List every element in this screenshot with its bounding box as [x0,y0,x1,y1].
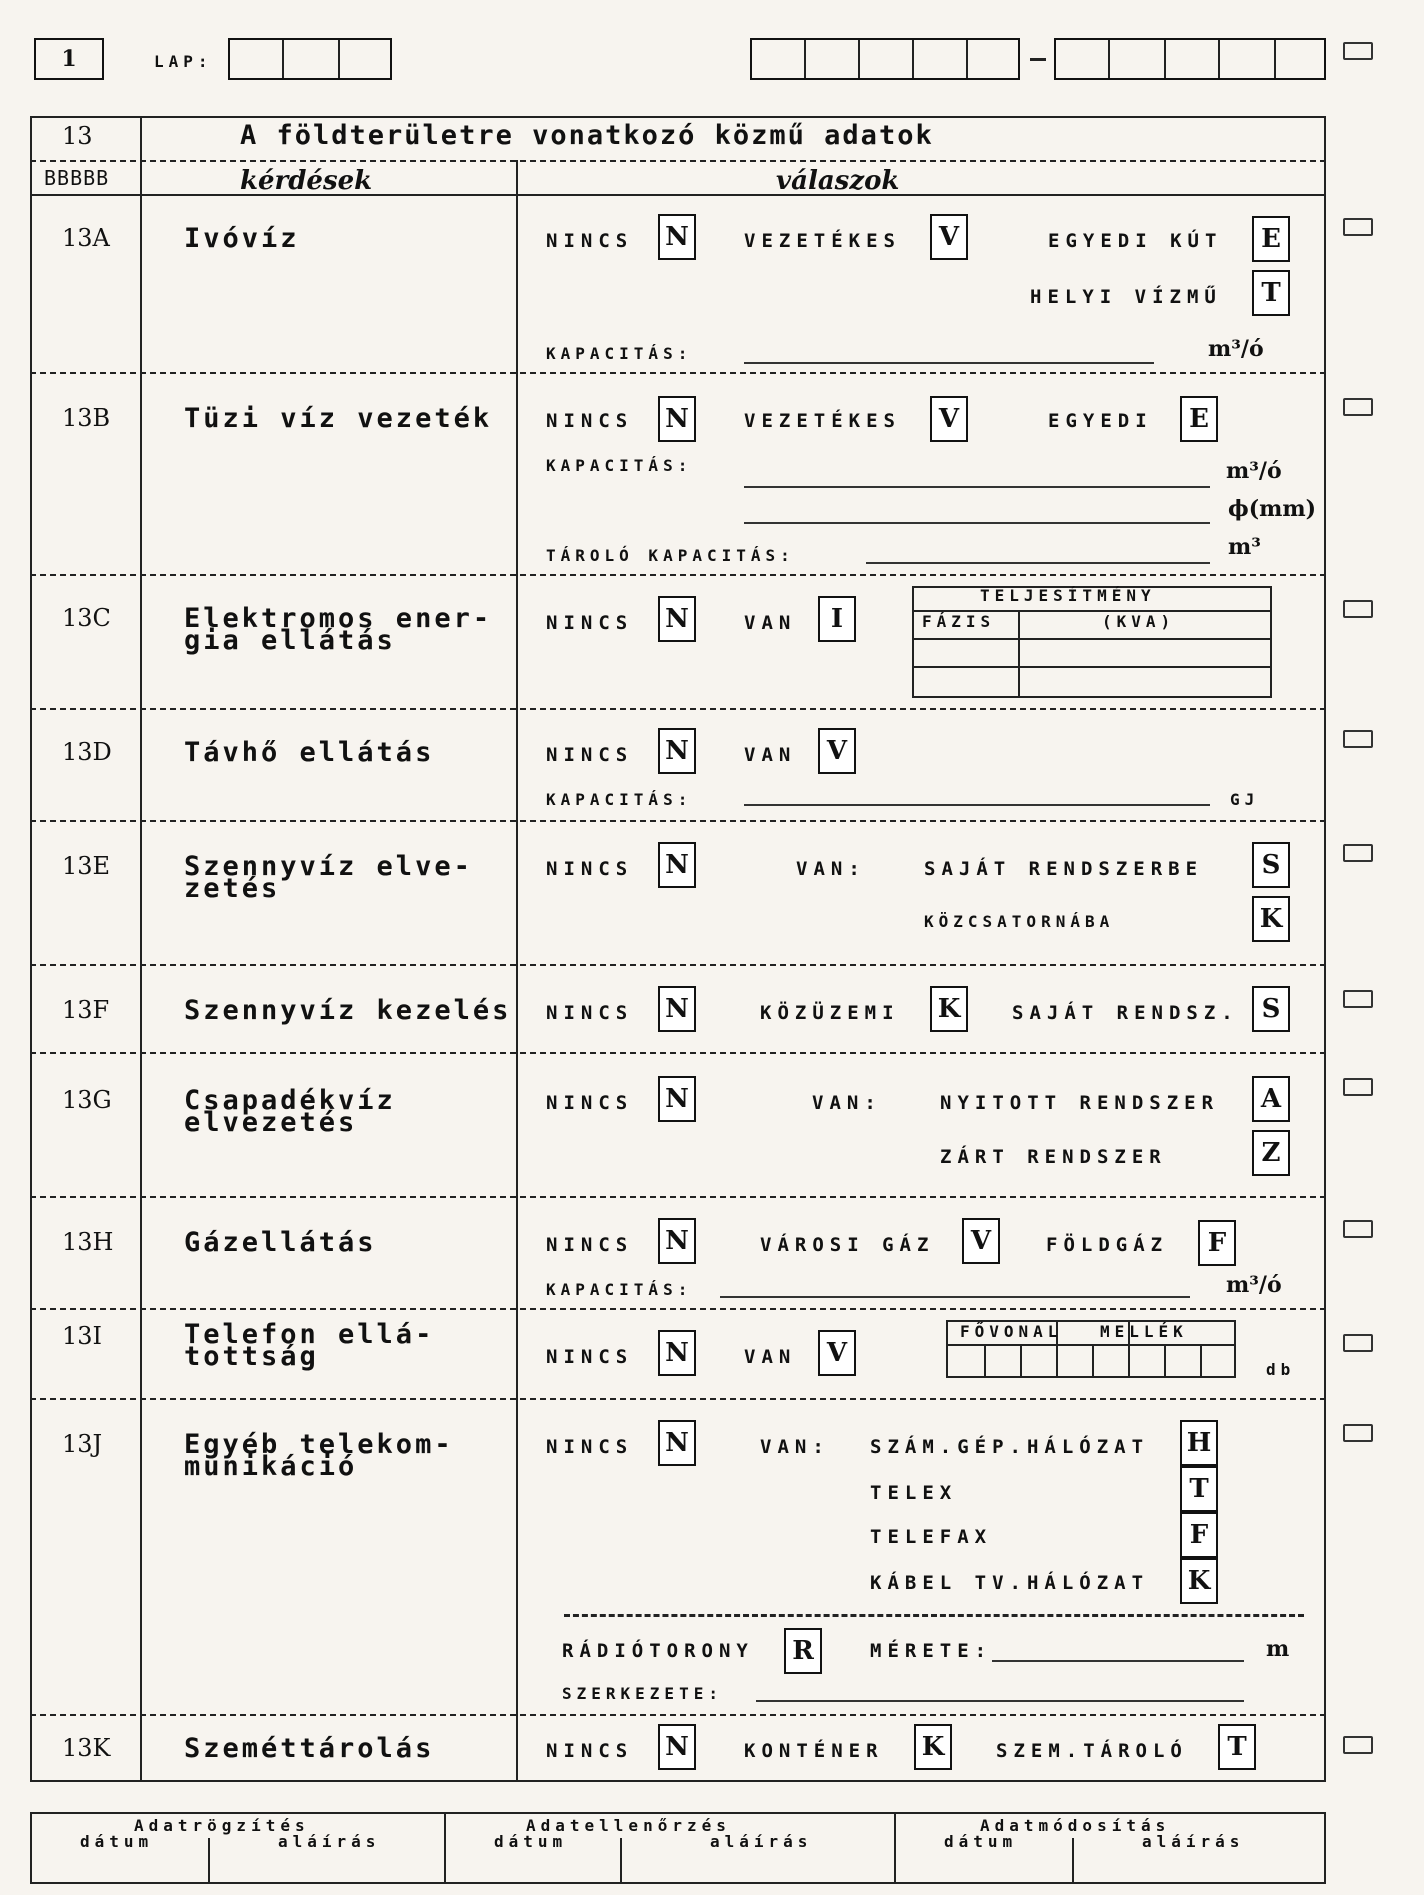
row-checkbox[interactable] [1343,1220,1373,1238]
radiotorony-sep [564,1614,1304,1617]
questions-header: kérdések [240,166,373,196]
nincs-label: NINCS [546,1740,634,1762]
row-question: Csapadékvíz elvezetés [184,1085,396,1138]
option-k-box[interactable]: K [1180,1558,1218,1604]
code-header: ΒΒΒΒΒ [44,166,110,190]
tarolo-label: TÁROLÓ KAPACITÁS: [546,546,795,565]
nincs-label: NINCS [546,744,634,766]
nincs-label: NINCS [546,858,634,880]
option-n-box[interactable]: N [658,842,696,888]
lap-label: LAP: [154,52,213,71]
teljesitmeny-label: TELJESÍTMÉNY [980,586,1156,605]
row-checkbox[interactable] [1343,844,1373,862]
unit-m3: m³ [1228,534,1261,560]
row-sep [30,964,1326,966]
kapacitas-line[interactable] [744,362,1154,364]
unit-label: GJ [1230,790,1260,809]
row-sep [30,574,1326,576]
option-n-box[interactable]: N [658,596,696,642]
option-k-box[interactable]: K [930,986,968,1032]
alairas-label-2: aláírás [710,1832,813,1851]
merete-line[interactable] [992,1660,1244,1662]
mellek-label: MELLÉK [1100,1322,1188,1341]
kapacitas-label: KAPACITÁS: [546,1280,693,1299]
helyi-vizmu-label: HELYI VÍZMŰ [1030,286,1222,308]
nincs-label: NINCS [546,1092,634,1114]
option-f-box[interactable]: F [1180,1512,1218,1558]
row-code: 13B [62,404,111,432]
option-n-box[interactable]: N [658,1218,696,1264]
row-question: Telefon ellá- tottság [184,1319,435,1372]
fazis-label: FÁZIS [922,612,996,631]
row-checkbox[interactable] [1343,1736,1373,1754]
nincs-label: NINCS [546,230,634,252]
option-z-box[interactable]: Z [1252,1130,1290,1176]
option-n-box[interactable]: N [658,728,696,774]
adatmodositas-label: Adatmódosítás [980,1816,1171,1835]
unit-m: m [1266,1636,1290,1662]
adatellenorzes-label: Adatellenőrzés [526,1816,731,1835]
unit-m3o: m³/ó [1226,458,1282,484]
page-number-box: 1 [34,38,104,80]
id-dash [1030,58,1046,61]
datum-label-3: dátum [944,1832,1018,1851]
option-n-box[interactable]: N [658,396,696,442]
merete-label: MÉRETE: [870,1640,993,1662]
egyedi-kut-label: EGYEDI KÚT [1048,230,1223,252]
header-bottom [30,194,1326,196]
row-question: Egyéb telekom- munikáció [184,1429,454,1482]
datum-label-1: dátum [80,1832,154,1851]
option-v-box[interactable]: V [930,214,968,260]
row-code: 13J [62,1430,103,1458]
row-checkbox[interactable] [1343,990,1373,1008]
van-label: VAN: [796,858,866,880]
alairas-label-1: aláírás [278,1832,381,1851]
row-sep [30,1398,1326,1400]
varosi-gaz-label: VÁROSI GÁZ [760,1234,935,1256]
van-label: VAN [744,744,797,766]
unit-label: m³/ó [1226,1272,1282,1298]
row-question: Szennyvíz elve- zetés [184,851,473,904]
row-sep [30,372,1326,374]
option-v-box[interactable]: V [930,396,968,442]
kapacitas-label: KAPACITÁS: [546,344,693,363]
option-r-box[interactable]: R [784,1628,822,1674]
unit-db: db [1266,1360,1296,1379]
row-code: 13A [62,224,110,252]
kapacitas-line[interactable] [744,804,1210,806]
row-checkbox[interactable] [1343,1078,1373,1096]
nincs-label: NINCS [546,1436,634,1458]
kabel-tv-label: KÁBEL TV.HÁLÓZAT [870,1572,1150,1594]
kapacitas-line[interactable] [744,486,1210,488]
kozcsatornaba-label: KÖZCSATORNÁBA [924,912,1115,931]
szem-tarolo-label: SZEM.TÁROLÓ [996,1740,1188,1762]
kapacitas-line[interactable] [720,1296,1190,1298]
row-sep [30,1308,1326,1310]
nincs-label: NINCS [546,612,634,634]
option-t-box[interactable]: T [1252,270,1290,316]
option-k-box[interactable]: K [1252,896,1290,942]
van-label: VAN: [812,1092,882,1114]
row-checkbox[interactable] [1343,398,1373,416]
kozuzemi-label: KÖZÜZEMI [760,1002,900,1024]
lap-boxes[interactable] [228,38,392,80]
option-a-box[interactable]: A [1252,1076,1290,1122]
nincs-label: NINCS [546,1346,634,1368]
option-n-box[interactable]: N [658,1724,696,1770]
option-t-box[interactable]: T [1218,1724,1256,1770]
row-checkbox[interactable] [1343,1334,1373,1352]
adatrogzites-label: Adatrögzítés [134,1816,310,1835]
nincs-label: NINCS [546,410,634,432]
unit-label: m³/ó [1208,336,1264,362]
nincs-label: NINCS [546,1002,634,1024]
fovonal-label: FŐVONAL [960,1322,1063,1341]
diameter-line[interactable] [744,522,1210,524]
row-code: 13H [62,1228,114,1256]
row-question: Szeméttárolás [184,1733,435,1764]
option-i-box[interactable]: I [818,596,856,642]
row-question: Ivóvíz [184,223,300,254]
row-question: Szennyvíz kezelés [184,995,512,1026]
option-h-box[interactable]: H [1180,1420,1218,1466]
sajat-rendsz-label: SAJÁT RENDSZ. [1012,1002,1239,1024]
row-code: 13F [62,996,110,1024]
option-n-box[interactable]: N [658,214,696,260]
row-checkbox[interactable] [1343,600,1373,618]
szerkezete-line[interactable] [756,1700,1244,1702]
tarolo-line[interactable] [866,562,1210,564]
row-code: 13G [62,1086,112,1114]
van-label: VAN [744,612,797,634]
option-v-box[interactable]: V [962,1218,1000,1264]
row-sep [30,708,1326,710]
main-table-frame [30,116,1326,1782]
zart-label: ZÁRT RENDSZER [940,1146,1167,1168]
option-n-box[interactable]: N [658,1076,696,1122]
van-label: VAN: [760,1436,830,1458]
answers-header: válaszok [776,166,900,196]
id-boxes-left[interactable] [750,38,1020,80]
id-boxes-right[interactable] [1054,38,1326,80]
option-v-box[interactable]: V [818,1330,856,1376]
header-sep [30,160,1326,162]
foldgaz-label: FÖLDGÁZ [1046,1234,1169,1256]
option-t-box[interactable]: T [1180,1466,1218,1512]
radiotorony-label: RÁDIÓTORONY [562,1640,754,1662]
unit-diameter: ϕ(mm) [1228,496,1317,522]
telefax-label: TELEFAX [870,1526,993,1548]
option-k-box[interactable]: K [914,1724,952,1770]
datum-label-2: dátum [494,1832,568,1851]
option-f-box[interactable]: F [1198,1220,1236,1266]
row-code: 13D [62,738,112,766]
sajat-rendszerbe-label: SAJÁT RENDSZERBE [924,858,1204,880]
row-code: 13C [62,604,111,632]
row-checkbox[interactable] [1343,218,1373,236]
row-question: Tüzi víz vezeték [184,403,493,434]
row-question: Távhő ellátás [184,737,435,768]
row-code: 13K [62,1734,111,1762]
row-sep [30,1196,1326,1198]
col-divider-2 [516,160,518,1782]
option-n-box[interactable]: N [658,986,696,1032]
kva-label: (KVA) [1102,612,1176,631]
kapacitas-label: KAPACITÁS: [546,456,693,475]
option-n-box[interactable]: N [658,1420,696,1466]
van-label: VAN [744,1346,797,1368]
nyitott-label: NYITOTT RENDSZER [940,1092,1220,1114]
section-number: 13 [62,122,93,150]
szerkezete-label: SZERKEZETE: [562,1684,723,1703]
egyedi-label: EGYEDI [1048,410,1153,432]
row-code: 13E [62,852,111,880]
kontener-label: KONTÉNER [744,1740,884,1762]
row-question: Elektromos ener- gia ellátás [184,603,493,656]
option-n-box[interactable]: N [658,1330,696,1376]
telex-label: TELEX [870,1482,958,1504]
kapacitas-label: KAPACITÁS: [546,790,693,809]
option-v-box[interactable]: V [818,728,856,774]
szam-gep-label: SZÁM.GÉP.HÁLÓZAT [870,1436,1150,1458]
option-s-box[interactable]: S [1252,986,1290,1032]
nincs-label: NINCS [546,1234,634,1256]
alairas-label-3: aláírás [1142,1832,1245,1851]
col-divider-1 [140,116,142,1782]
vezetekes-label: VEZETÉKES [744,410,901,432]
row-sep [30,1714,1326,1716]
row-question: Gázellátás [184,1227,377,1258]
option-e-box[interactable]: E [1180,396,1218,442]
row-sep [30,820,1326,822]
row-code: 13I [62,1322,103,1350]
option-e-box[interactable]: E [1252,216,1290,262]
header-checkbox[interactable] [1343,42,1373,60]
row-sep [30,1052,1326,1054]
vezetekes-label: VEZETÉKES [744,230,901,252]
row-checkbox[interactable] [1343,1424,1373,1442]
row-checkbox[interactable] [1343,730,1373,748]
option-s-box[interactable]: S [1252,842,1290,888]
section-title: A földterületre vonatkozó közmű adatok [240,120,934,151]
